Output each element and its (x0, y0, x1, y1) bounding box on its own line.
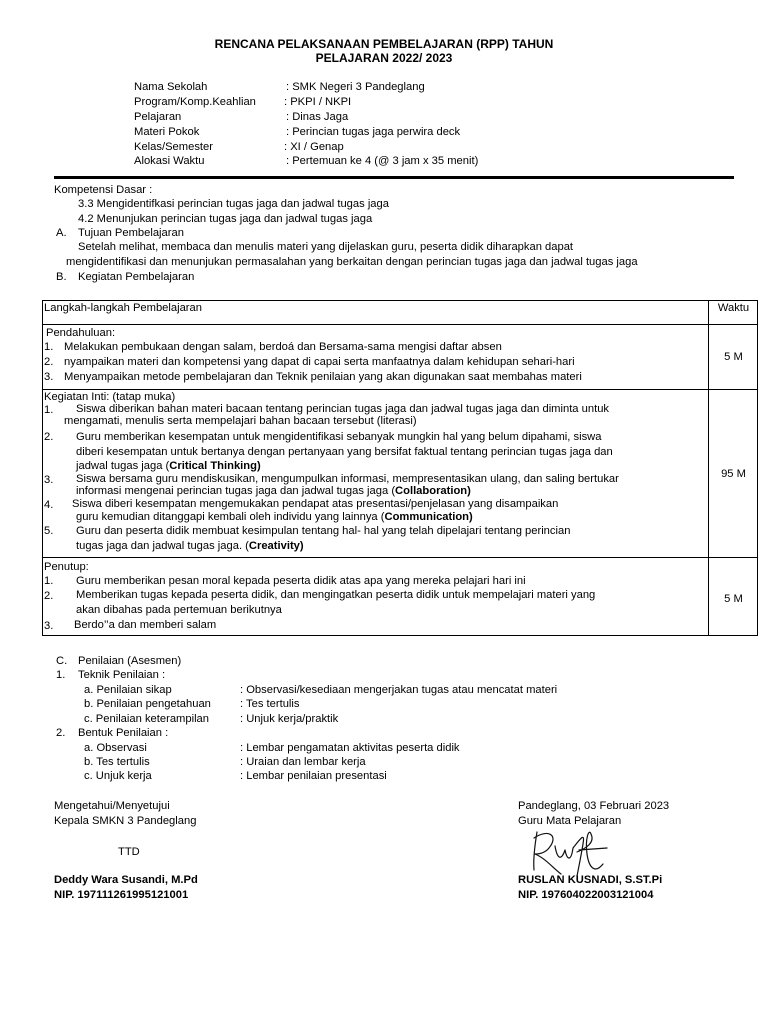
core-item-5-num: 5. (44, 525, 54, 537)
assessment-technique-num: 1. (56, 669, 66, 681)
form-value-observation: : Lembar pengamatan aktivitas peserta didik (240, 742, 460, 754)
intro-item-3: Menyampaikan metode pembelajaran dan Teknik penilaian yang akan digunakan saat membahas materi (64, 371, 582, 383)
core-item-4-num: 4. (44, 499, 54, 511)
intro-item-3-num: 3. (44, 371, 54, 383)
core-item-5-line2: tugas jaga dan jadwal tugas jaga. (Creativity) (76, 540, 304, 552)
core-item-4-line1: Siswa diberi kesempatan mengemukakan pendapat atas presentasi/penjelasan yang disampaikan (72, 498, 559, 510)
form-value-performance: : Lembar penilaian presentasi (240, 770, 387, 782)
identity-value-school: : SMK Negeri 3 Pandeglang (286, 81, 425, 93)
section-b-title: Kegiatan Pembelajaran (78, 271, 195, 283)
kd-item-1: 3.3 Mengidentifkasi perincian tugas jaga dan jadwal tugas jaga (78, 198, 389, 210)
core-time: 95 M (721, 468, 746, 480)
intro-item-2: nyampaikan materi dan kompetensi yang dapat di capai serta manfaatnya dalam kehidupan sehari-hari (64, 356, 575, 368)
closing-item-3-num: 3. (44, 620, 54, 632)
core-item-3-num: 3. (44, 474, 54, 486)
intro-item-2-num: 2. (44, 356, 54, 368)
sign-left-line2: Kepala SMKN 3 Pandeglang (54, 815, 197, 827)
identity-label-school: Nama Sekolah (134, 81, 208, 93)
table-header-time: Waktu (717, 302, 750, 314)
core-item-5-line1: Guru dan peserta didik membuat kesimpulan tentang hal- hal yang telah dipelajari tentang perincian (76, 525, 571, 537)
technique-label-skills: c. Penilaian keterampilan (84, 713, 209, 725)
document-title-line1: RENCANA PELAKSANAAN PEMBELAJARAN (RPP) TAHUN (214, 37, 554, 51)
sign-right-place-date: Pandeglang, 03 Februari 2023 (518, 800, 670, 812)
assessment-form-title: Bentuk Penilaian : (78, 727, 169, 739)
identity-value-topic: : Perincian tugas jaga perwira deck (286, 126, 461, 138)
closing-item-2-line2: akan dibahas pada pertemuan berikutnya (76, 604, 282, 616)
section-a-letter: A. (56, 227, 67, 239)
principal-name: Deddy Wara Susandi, M.Pd (54, 874, 198, 886)
identity-value-class: : XI / Genap (284, 141, 344, 153)
form-label-observation: a. Observasi (84, 742, 147, 754)
document-title-line2: PELAJARAN 2022/ 2023 (315, 51, 453, 65)
form-label-written-test: b. Tes tertulis (84, 756, 150, 768)
technique-value-skills: : Unjuk kerja/praktik (240, 713, 339, 725)
table-row-divider-header (42, 324, 758, 325)
technique-label-attitude: a. Penilaian sikap (84, 684, 172, 696)
intro-heading: Pendahuluan: (46, 327, 116, 339)
core-item-4-line2: guru kemudian ditanggapi kembali oleh individu yang lainnya (Communication) (76, 511, 473, 523)
core-item-1-num: 1. (44, 404, 54, 416)
intro-time: 5 M (724, 351, 743, 363)
core-item-3-line2: informasi mengenai perincian tugas jaga dan jadwal tugas jaga (Collaboration) (76, 485, 471, 497)
identity-value-program: : PKPI / NKPI (284, 96, 352, 108)
sign-left-line1: Mengetahui/Menyetujui (54, 800, 170, 812)
form-label-performance: c. Unjuk kerja (84, 770, 152, 782)
kd-item-2: 4.2 Menunjukan perincian tugas jaga dan jadwal tugas jaga (78, 213, 373, 225)
kd-heading: Kompetensi Dasar : (54, 184, 153, 196)
core-item-2-num: 2. (44, 431, 54, 443)
identity-value-subject: : Dinas Jaga (286, 111, 349, 123)
closing-item-2-num: 2. (44, 590, 54, 602)
closing-heading: Penutup: (44, 561, 89, 573)
technique-value-knowledge: : Tes tertulis (240, 698, 300, 710)
core-item-3-line1: Siswa bersama guru mendiskusikan, mengumpulkan informasi, mempresentasikan ulang, dan saling bertukar (76, 473, 619, 485)
sign-right-role: Guru Mata Pelajaran (518, 815, 622, 827)
assessment-form-num: 2. (56, 727, 66, 739)
table-header-steps: Langkah-langkah Pembelajaran (44, 302, 202, 314)
sign-left-ttd: TTD (118, 846, 140, 858)
form-value-written-test: : Uraian dan lembar kerja (240, 756, 366, 768)
section-b-letter: B. (56, 271, 67, 283)
closing-item-1-num: 1. (44, 575, 54, 587)
core-item-2-line3: jadwal tugas jaga (Critical Thinking) (76, 460, 261, 472)
identity-label-program: Program/Komp.Keahlian (134, 96, 256, 108)
closing-item-1: Guru memberikan pesan moral kepada peserta didik atas apa yang mereka pelajari hari ini (76, 575, 526, 587)
teacher-nip: NIP. 197604022003121004 (518, 889, 654, 901)
identity-label-time: Alokasi Waktu (134, 155, 205, 167)
intro-item-1: Melakukan pembukaan dengan salam, berdoá dan Bersama-sama mengisi daftar absen (64, 341, 502, 353)
core-item-2-line2: diberi kesempatan untuk bertanya dengan pertanyaan yang bersifat faktual tentang perincian tugas jaga dan (76, 446, 613, 458)
teacher-name: RUSLAN KUSNADI, S.ST.Pi (518, 874, 663, 886)
identity-value-time: : Pertemuan ke 4 (@ 3 jam x 35 menit) (286, 155, 479, 167)
technique-value-attitude: : Observasi/kesediaan mengerjakan tugas atau mencatat materi (240, 684, 558, 696)
principal-nip: NIP. 197111261995121001 (54, 889, 189, 901)
identity-label-topic: Materi Pokok (134, 126, 200, 138)
identity-label-subject: Pelajaran (134, 111, 182, 123)
section-a-title: Tujuan Pembelajaran (78, 227, 184, 239)
core-item-1-line1: Siswa diberikan bahan materi bacaan tentang perincian tugas jaga dan jadwal tugas jaga dan diminta untuk (76, 403, 610, 415)
core-heading: Kegiatan Inti: (tatap muka) (44, 391, 176, 403)
assessment-technique-title: Teknik Penilaian : (78, 669, 166, 681)
section-c-letter: C. (56, 655, 68, 667)
closing-item-2-line1: Memberikan tugas kepada peserta didik, dan mengingatkan peserta didik untuk mempelajari materi yang (76, 589, 596, 601)
technique-label-knowledge: b. Penilaian pengetahuan (84, 698, 211, 710)
table-row-divider-intro (42, 389, 758, 390)
header-divider (54, 176, 734, 179)
table-row-divider-core (42, 557, 758, 558)
section-c-title: Penilaian (Asesmen) (78, 655, 182, 667)
identity-label-class: Kelas/Semester (134, 141, 213, 153)
section-a-text-line2: mengidentifikasi dan menunjukan permasalahan yang berkaitan dengan perincian tugas jaga dan jadwal tugas jaga (66, 256, 638, 268)
closing-item-3: Berdo’’a dan memberi salam (74, 619, 217, 631)
core-item-2-line1: Guru memberikan kesempatan untuk mengidentifikasi sebanyak mungkin hal yang belum dipahami, siswa (76, 431, 602, 443)
intro-item-1-num: 1. (44, 341, 54, 353)
section-a-text-line1: Setelah melihat, membaca dan menulis materi yang dijelaskan guru, peserta didik diharapkan dapat (78, 241, 574, 253)
core-item-1-line2: mengamati, menulis serta mempelajari bahan bacaan tersebut (literasi) (64, 415, 417, 427)
closing-time: 5 M (724, 593, 743, 605)
